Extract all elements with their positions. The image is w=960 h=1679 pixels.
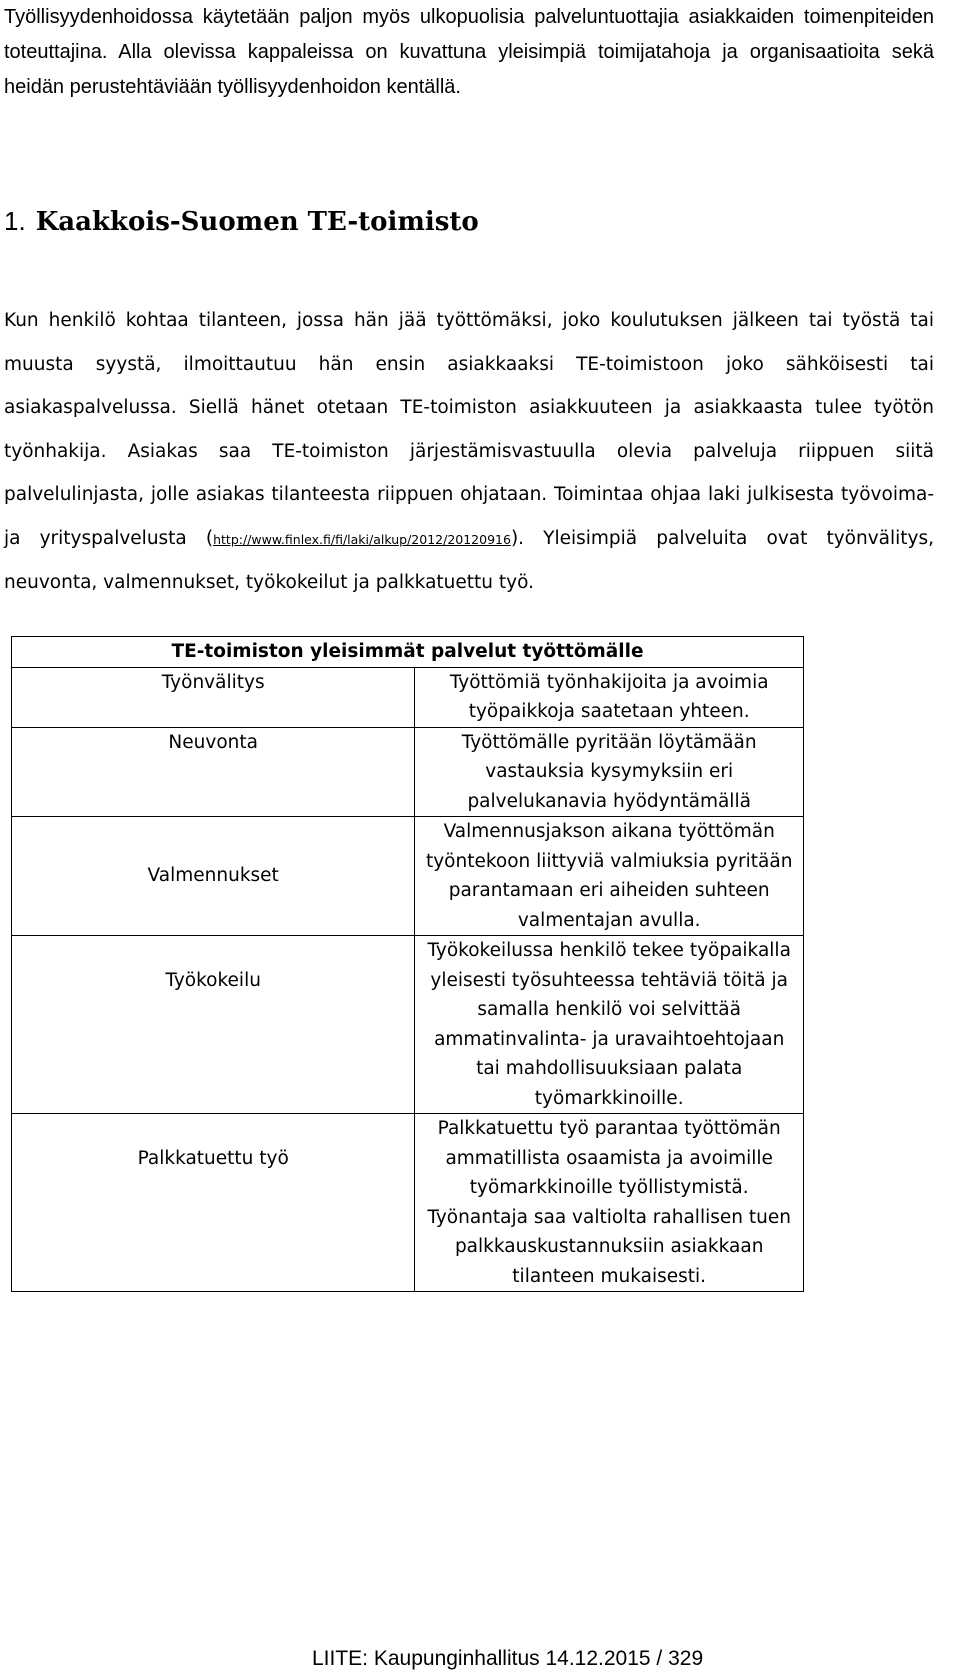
body-text-before-link: Kun henkilö kohtaa tilanteen, jossa hän jää työttömäksi, joko koulutuksen jälkeen tai työstä tai muusta syystä, ilmoittautuu hän ensin asiakkaaksi TE-toimistoon joko sähköisesti tai asiakaspalvelussa. Siellä hänet otetaan TE-toimiston asiakkuuteen ja asiakkaasta tulee työtön työnhakija. Asiakas saa TE-toimiston järjestämisvastuulla olevia palveluja riippuen siitä palvelulinjasta, jolle asiakas tilanteesta riippuen ohjataan. Toimintaa ohjaa laki julkisesta työvoima- ja yrityspalvelusta ( — [4, 310, 934, 549]
finlex-link[interactable]: http://www.finlex.fi/fi/laki/alkup/2012/20120916 — [213, 531, 511, 547]
body-paragraph — [4, 299, 934, 605]
service-description: Valmennusjakson aikana työttömän työntekoon liittyviä valmiuksia pyritään parantamaan eri aiheiden suhteen valmentajan avulla. — [415, 817, 804, 936]
service-name: Neuvonta — [12, 727, 415, 817]
body-text-after-link: ). Yleisimpiä palveluita ovat työnvälitys, neuvonta, valmennukset, työkokeilut ja palkkatuettu työ. — [4, 527, 935, 593]
table-row — [12, 667, 804, 727]
table-title: TE-toimiston yleisimmät palvelut työttömälle — [12, 637, 804, 668]
intro-paragraph: Työllisyydenhoidossa käytetään paljon myös ulkopuolisia palveluntuottajia asiakkaiden toimenpiteiden toteuttajina. Alla olevissa kappaleissa on kuvattuna yleisimpiä toimijatahoja ja organisaatioita sekä heidän perustehtäviään työllisyydenhoidon kentällä. — [4, 6, 934, 98]
footer-text: LIITE: Kaupunginhallitus 14.12.2015 / 329 — [312, 1647, 704, 1670]
service-name: Palkkatuettu työ — [12, 1114, 415, 1292]
service-name: Valmennukset — [12, 817, 415, 936]
table-row — [12, 1114, 804, 1292]
service-name: Työnvälitys — [12, 667, 415, 727]
service-description: Työttömiä työnhakijoita ja avoimia työpaikkoja saatetaan yhteen. — [415, 667, 804, 727]
table-row — [12, 817, 804, 936]
section-heading — [4, 204, 479, 239]
section-number: 1. — [4, 206, 26, 236]
table-row — [12, 936, 804, 1114]
service-description: Palkkatuettu työ parantaa työttömän ammatillista osaamista ja avoimille työmarkkinoille työllistymistä. Työnantaja saa valtiolta rahallisen tuen palkkauskustannuksiin asiakkaan tilanteen mukaisesti. — [415, 1114, 804, 1292]
service-description: Työttömälle pyritään löytämään vastauksia kysymyksiin eri palvelukanavia hyödyntämällä — [415, 727, 804, 817]
section-title: Kaakkois-Suomen TE-toimisto — [35, 207, 479, 237]
service-name: Työkokeilu — [12, 936, 415, 1114]
table-row — [12, 727, 804, 817]
service-description: Työkokeilussa henkilö tekee työpaikalla yleisesti työsuhteessa tehtäviä töitä ja samalla henkilö voi selvittää ammatinvalinta- ja uravaihtoehtojaan tai mahdollisuuksiaan palata työmarkkinoille. — [415, 936, 804, 1114]
services-table — [11, 636, 804, 1292]
